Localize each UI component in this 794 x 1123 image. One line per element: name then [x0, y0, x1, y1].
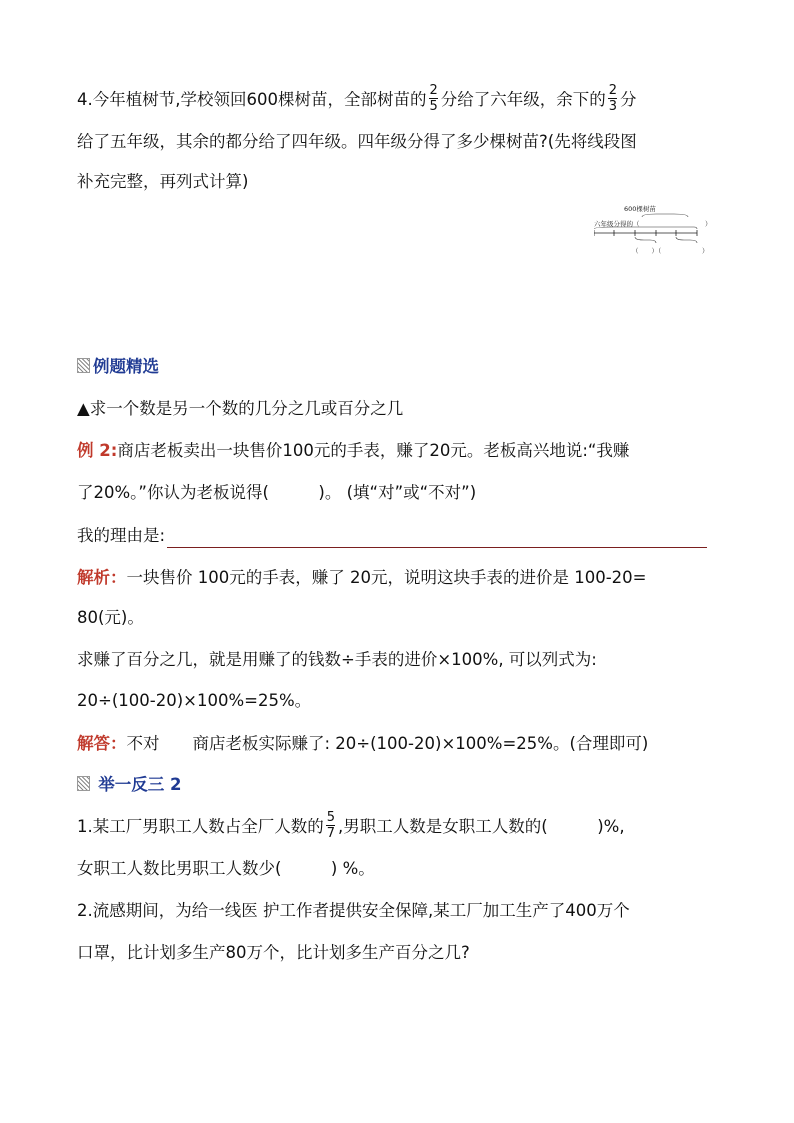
diagram-top-label: 600棵树苗: [624, 205, 656, 213]
fraction-two-fifths: $\frac{2}{5}$: [429, 83, 438, 114]
q4-text-b: 分给了六年级，余下的: [440, 90, 606, 109]
analysis-line-4: 20÷(100-20)×100%=25%。: [77, 691, 312, 710]
diagram-bottom-left: （ ）（: [632, 247, 662, 255]
reason-answer-blank[interactable]: [167, 529, 707, 548]
hatch-marker-icon: [77, 776, 90, 791]
analysis-label: 解析：: [77, 568, 127, 587]
diagram-bottom-right: ）: [702, 247, 709, 255]
answer-text: 不对 商店老板实际赚了: 20÷(100-20)×100%=25%。(合理即可): [126, 734, 649, 753]
practice-header: [77, 773, 181, 797]
diagram-bottom-brace-right: [676, 237, 697, 243]
practice-2-line-2: 口罩，比计划多生产80万个，比计划多生产百分之几?: [77, 943, 470, 962]
diagram-sixth-grade-brace: [594, 227, 697, 229]
topic-line: ▲求一个数是另一个数的几分之几或百分之几: [77, 399, 404, 418]
practice-2-line-1: 2.流感期间，为给一线医 护工作者提供安全保障,某工厂加工生产了400万个: [77, 901, 630, 920]
section-header: [77, 355, 159, 379]
practice-title: 举一反三 2: [98, 775, 182, 794]
practice-1-text-b: ,男职工人数是女职工人数的( )%,: [338, 817, 625, 836]
hatch-marker-icon: [77, 358, 90, 373]
practice-1-line-2: 女职工人数比男职工人数少( ) %。: [77, 859, 375, 878]
line-segment-diagram: [594, 203, 720, 261]
example-label: 例 2:: [77, 441, 118, 460]
diagram-left-label: 六年级分得的（: [594, 220, 640, 228]
analysis-line-3: 求赚了百分之几，就是用赚了的钱数÷手表的进价×100%, 可以列式为:: [77, 650, 597, 669]
reason-label: 我的理由是:: [77, 526, 166, 545]
reason-line: [77, 524, 707, 548]
analysis-line-2: 80(元)。: [77, 608, 144, 627]
answer-line: [77, 732, 648, 756]
example-text-1: 商店老板卖出一块售价100元的手表，赚了20元。老板高兴地说:“我赚: [117, 441, 630, 460]
q4-line-2: 给了五年级，其余的都分给了四年级。四年级分得了多少棵树苗?(先将线段图: [77, 132, 637, 151]
practice-1-text-a: 1.某工厂男职工人数占全厂人数的: [77, 817, 324, 836]
q4-line-3: 补充完整，再列式计算): [77, 172, 249, 191]
diagram-bottom-brace-left: [635, 237, 656, 243]
analysis-line-1: [77, 566, 647, 590]
example-line-2: 了20%。”你认为老板说得( )。 (填“对”或“不对”): [77, 483, 477, 502]
diagram-right-paren: ）: [705, 220, 712, 228]
fraction-five-sevenths: $\frac{5}{7}$: [326, 810, 336, 841]
section-title: 例题精选: [93, 357, 159, 376]
diagram-top-brace: [642, 214, 688, 217]
q4-line-1: [77, 83, 637, 115]
fraction-two-thirds: $\frac{2}{3}$: [608, 83, 618, 114]
example-line-1: [77, 439, 629, 463]
analysis-text-1: 一块售价 100元的手表，赚了 20元，说明这块手表的进价是 100-20=: [126, 568, 647, 587]
practice-1-line-1: [77, 810, 625, 842]
q4-text-a: 4.今年植树节,学校领回600棵树苗，全部树苗的: [77, 90, 427, 109]
answer-label: 解答：: [77, 734, 127, 753]
q4-text-c: 分: [620, 90, 637, 109]
